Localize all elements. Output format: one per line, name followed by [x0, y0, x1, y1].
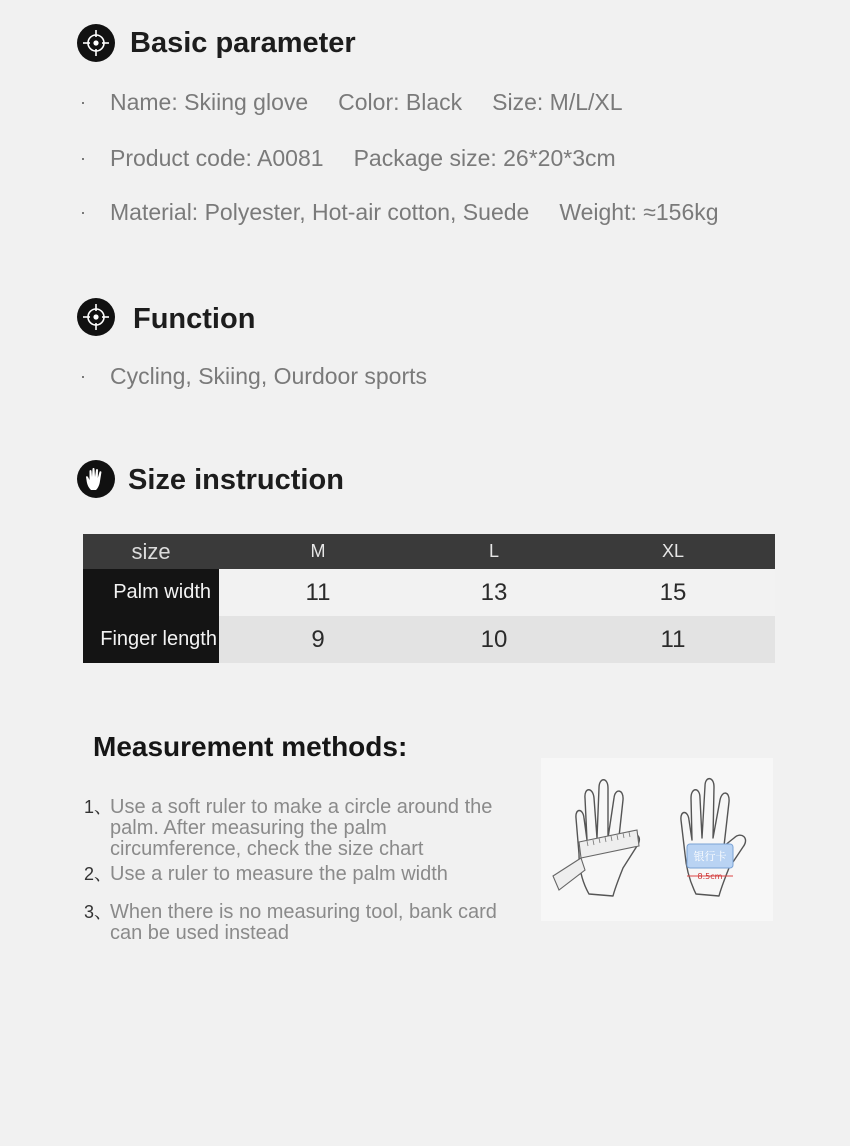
spec-product-code: Product code: A0081 [110, 145, 324, 171]
spec-package-size: Package size: 26*20*3cm [353, 145, 616, 171]
function-text: Cycling, Skiing, Ourdoor sports [110, 363, 428, 389]
hand-icon [77, 460, 115, 498]
header-size: size [83, 534, 219, 569]
bullet-dot: · [80, 366, 86, 386]
card-width-label: 8.5cm [697, 872, 723, 881]
function-title: Function [133, 303, 256, 335]
size-table [83, 534, 775, 663]
basic-line-3 [80, 199, 719, 226]
table-cell: 11 [219, 569, 417, 616]
item-text: Use a soft ruler to make a circle around the palm. After measuring the palm circumference, check the size chart [110, 796, 493, 860]
basic-line-1 [80, 89, 623, 116]
basic-parameter-title: Basic parameter [130, 27, 356, 59]
size-instruction-title: Size instruction [128, 464, 344, 496]
bullet-dot: · [80, 148, 86, 168]
table-cell: 9 [219, 616, 417, 663]
crosshair-icon [77, 298, 115, 336]
ruler-icon [553, 830, 639, 890]
row-label-finger-length: Finger length [83, 616, 219, 663]
table-cell: 15 [571, 569, 775, 616]
header-m: M [219, 534, 417, 569]
bullet-dot: · [80, 202, 86, 222]
item-text: Use a ruler to measure the palm width [110, 863, 448, 885]
list-item [84, 797, 520, 860]
size-table-header [83, 534, 775, 569]
item-text: When there is no measuring tool, bank card can be used instead [110, 901, 497, 944]
crosshair-icon [77, 24, 115, 62]
table-row [83, 616, 775, 663]
table-cell: 13 [417, 569, 571, 616]
spec-size: Size: M/L/XL [492, 89, 623, 115]
function-line [80, 363, 427, 390]
item-number: 2、 [84, 864, 113, 884]
bullet-dot: · [80, 92, 86, 112]
basic-line-2 [80, 145, 616, 172]
table-cell: 10 [417, 616, 571, 663]
item-number: 1、 [84, 797, 113, 817]
spec-weight: Weight: ≈156kg [559, 199, 719, 225]
table-cell: 11 [571, 616, 775, 663]
hand-measurement-illustration [541, 758, 773, 921]
row-label-palm-width: Palm width [83, 569, 219, 616]
measurement-title: Measurement methods: [93, 731, 408, 762]
card-label: 银行卡 [693, 850, 727, 863]
spec-material: Material: Polyester, Hot-air cotton, Suede [110, 199, 530, 225]
header-l: L [417, 534, 571, 569]
item-number: 3、 [84, 902, 113, 922]
list-item [84, 902, 520, 944]
table-row [83, 569, 775, 616]
header-xl: XL [571, 534, 775, 569]
spec-name: Name: Skiing glove [110, 89, 309, 115]
spec-color: Color: Black [338, 89, 463, 115]
list-item [84, 864, 520, 885]
